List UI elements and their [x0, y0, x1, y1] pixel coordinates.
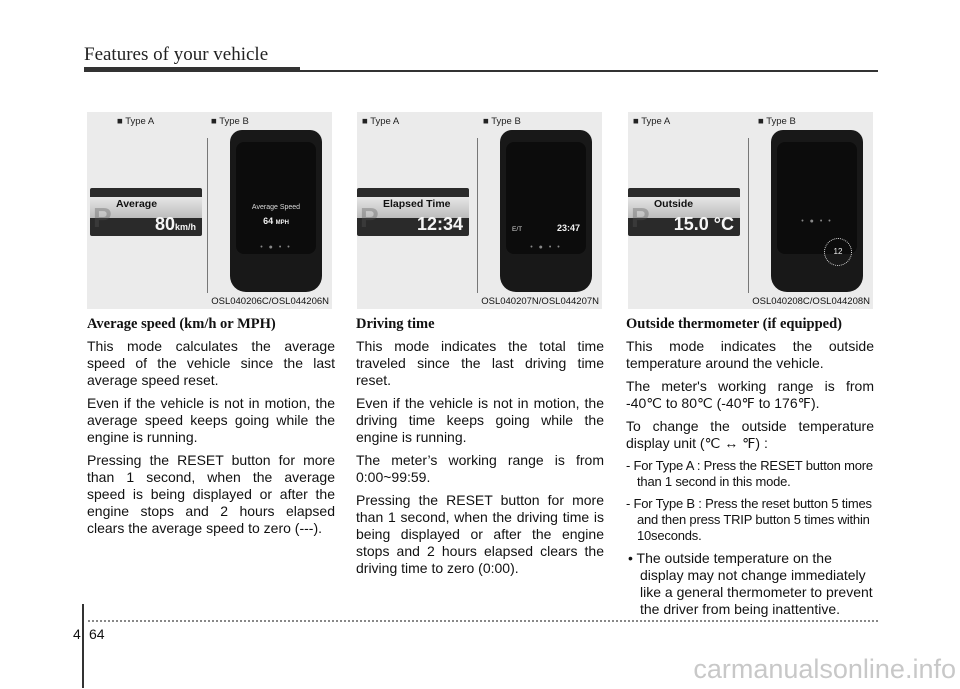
type-a-lcd-display [628, 188, 740, 236]
page-indicator-dots: • ● • • [260, 244, 292, 251]
bullet-note: • The outside temperature on the display may not change immediately like a general thermometer to prevent the driver from being inattentive. [628, 550, 873, 617]
paragraph: The meter's working range is from -40℃ to 80℃ (-40℉ to 176℉). [626, 378, 874, 411]
lcd-label: Elapsed Time [383, 198, 451, 210]
paragraph: To change the outside temperature display unit (℃ ↔ ℉) : [626, 418, 874, 451]
page-indicator-dots: • ● • • [530, 244, 562, 251]
type-b-cluster-display [771, 130, 863, 292]
figure-code: OSL040207N/OSL044207N [481, 296, 599, 307]
footer-section-number: 4 [73, 626, 81, 642]
paragraph: This mode indicates the total time traveled since the last driving time reset. [356, 338, 604, 388]
figure-outside-thermometer [628, 112, 873, 309]
cluster-screen [777, 142, 857, 254]
temperature-ring: 12 [824, 238, 852, 266]
type-b-cluster-display [500, 130, 592, 292]
type-a-label: ■ Type A [117, 116, 155, 127]
list-item: - For Type B : Press the reset button 5 times and then press TRIP button 5 times within 10seconds. [626, 496, 872, 543]
type-a-lcd-display [357, 188, 469, 236]
footer-vertical-rule [82, 604, 84, 688]
header-rule-thick [84, 67, 300, 72]
lcd-value [155, 214, 196, 235]
figure-divider [748, 138, 749, 293]
paragraph: Even if the vehicle is not in motion, the driving time keeps going while the engine is running. [356, 395, 604, 445]
figure-divider [477, 138, 478, 293]
figure-driving-time [357, 112, 602, 309]
section-title: Outside thermometer (if equipped) [626, 316, 842, 332]
type-b-label: ■ Type B [211, 116, 249, 127]
section-title: Driving time [356, 316, 435, 332]
lcd-label: Outside [654, 198, 694, 210]
cluster-label: E/T [512, 226, 523, 233]
lcd-label: Average [116, 198, 158, 210]
type-b-label: ■ Type B [483, 116, 521, 127]
figure-average-speed [87, 112, 332, 309]
footer-dotted-rule [88, 620, 878, 622]
watermark: carmanualsonline.info [693, 654, 956, 684]
lcd-value: 15.0 °C [673, 214, 734, 234]
type-a-label: ■ Type A [362, 116, 400, 127]
paragraph: Pressing the RESET button for more than 1 second, when the average speed is being displayed or after the engine stops and 2 hours elapsed clears the average speed to zero (---). [87, 452, 335, 536]
page-header-title: Features of your vehicle [84, 44, 269, 65]
type-b-label: ■ Type B [758, 116, 796, 127]
type-b-cluster-display [230, 130, 322, 292]
paragraph: This mode indicates the outside temperature around the vehicle. [626, 338, 874, 371]
figure-code: OSL040206C/OSL044206N [211, 296, 329, 307]
lcd-value: 12:34 [416, 214, 463, 234]
column-driving-time [356, 316, 604, 583]
cluster-value: 23:47 [556, 223, 580, 233]
section-title: Average speed (km/h or MPH) [87, 316, 276, 332]
paragraph: Pressing the RESET button for more than 1 second, when the driving time is being displayed or after the engine stops and 2 hours elapsed clears the driving time to zero (0:00). [356, 492, 604, 576]
cluster-label: Average Speed [251, 204, 301, 211]
footer-page-number: 64 [89, 626, 105, 642]
figure-divider [207, 138, 208, 293]
lcd-value-number: 80 [154, 214, 175, 234]
column-average-speed [87, 316, 335, 543]
paragraph: Even if the vehicle is not in motion, the average speed keeps going while the engine is running. [87, 395, 335, 445]
cluster-screen [506, 142, 586, 254]
lcd-p-letter: P [631, 202, 650, 233]
column-outside-thermometer [626, 316, 874, 618]
header-rule-thin [300, 70, 878, 72]
cluster-value [236, 216, 316, 226]
lcd-p-letter: P [93, 202, 112, 233]
list-item: - For Type A : Press the RESET button more than 1 second in this mode. [626, 458, 873, 489]
cluster-screen [236, 142, 316, 254]
paragraph: The meter’s working range is from 0:00~99:59. [356, 452, 604, 485]
page-indicator-dots: • ● • • [801, 218, 833, 225]
paragraph: This mode calculates the average speed of the vehicle since the last average speed reset. [87, 338, 335, 388]
lcd-value-unit: km/h [174, 222, 196, 232]
figure-code: OSL040208C/OSL044208N [752, 296, 870, 307]
cluster-value-unit: MPH [275, 220, 289, 226]
cluster-value-number: 64 [263, 216, 274, 226]
type-a-lcd-display [90, 188, 202, 236]
lcd-p-letter: P [360, 202, 379, 233]
type-a-label: ■ Type A [633, 116, 671, 127]
